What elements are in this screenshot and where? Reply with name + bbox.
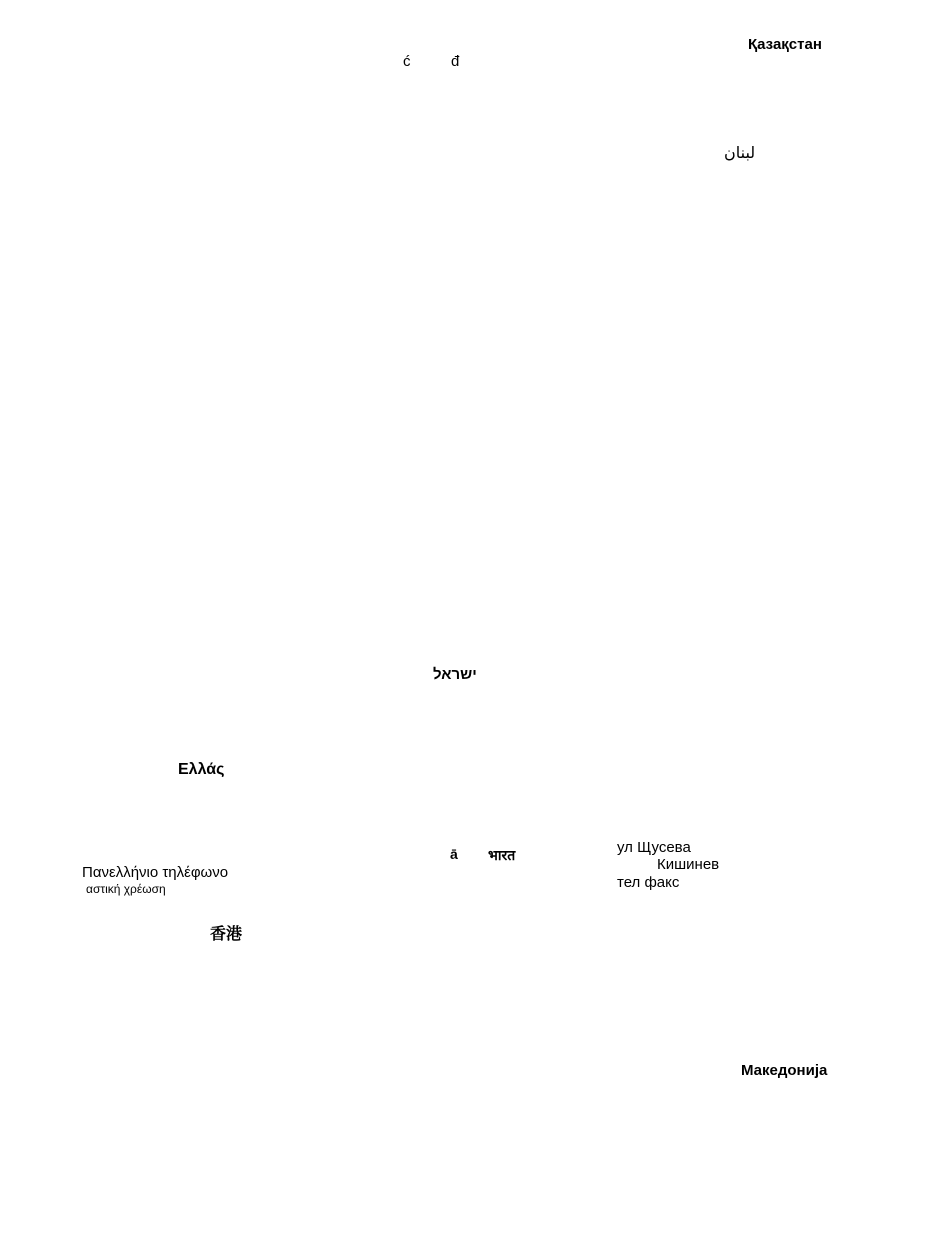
label-macedonia: Македонија <box>741 1062 828 1079</box>
label-israel: ישראל <box>433 666 477 683</box>
greek-phone-line2: αστική χρέωση <box>86 882 166 896</box>
label-kazakhstan: Қазақстан <box>748 36 822 53</box>
label-hong-kong: 香港 <box>210 926 243 943</box>
char-c-acute: ć <box>403 53 411 70</box>
greek-phone-line1: Πανελλήνιο τηλέφωνο <box>82 864 229 881</box>
moldova-address-line3: тел факс <box>617 874 680 891</box>
label-india: भारत <box>488 847 516 863</box>
moldova-address-line2: Кишинев <box>657 856 720 873</box>
moldova-address-line1: ул Щусева <box>617 839 691 856</box>
label-lebanon: لبنان <box>724 145 756 162</box>
char-a-macron: ā <box>450 846 458 862</box>
char-d-stroke: đ <box>451 53 460 70</box>
label-greece: Ελλάς <box>178 761 225 778</box>
